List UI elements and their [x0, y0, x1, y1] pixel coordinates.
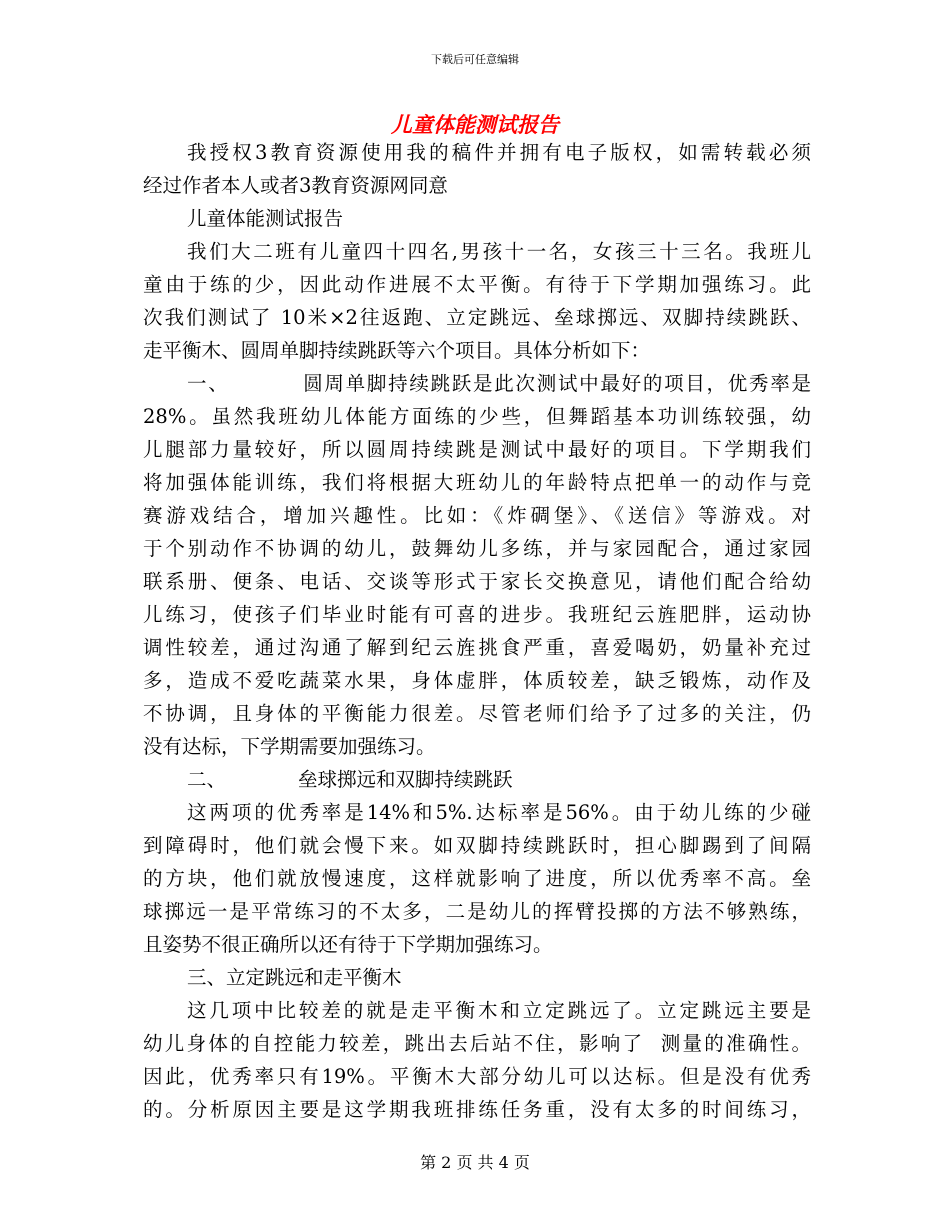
text-line: 次我们测试了 10米×2往返跑、立定跳远、垒球掷远、双脚持续跳跃、 [143, 306, 811, 329]
text-line: 联系册、便条、电话、交谈等形式于家长交换意见，请他们配合给幼 [143, 570, 811, 593]
text-line: 我们大二班有儿童四十四名,男孩十一名，女孩三十三名。我班儿 [187, 240, 811, 263]
text-line: 赛游戏结合，增加兴趣性。比如：《炸碉堡》、《送信》等游戏。对 [143, 504, 811, 527]
text-line: 且姿势不很正确所以还有待于下学期加强练习。 [143, 933, 553, 956]
text-line: 儿练习，使孩子们毕业时能有可喜的进步。我班纪云旌肥胖，运动协 [143, 603, 811, 626]
text-line: 我授权3教育资源使用我的稿件并拥有电子版权，如需转载必须 [187, 141, 811, 164]
text-line: 的。分析原因主要是这学期我班排练任务重，没有太多的时间练习， [143, 1098, 811, 1121]
text-segment: 幼儿身体的自控能力较差，跳出去后站不住，影响了 [143, 1032, 645, 1055]
text-line: 经过作者本人或者3教育资源网同意 [143, 174, 448, 197]
section-number: 一、 [187, 372, 230, 395]
text-line: 儿腿部力量较好，所以圆周持续跳是测试中最好的项目。下学期我们 [143, 438, 811, 461]
text-line-with-gap [143, 1027, 811, 1060]
text-line: 不协调，且身体的平衡能力很差。尽管老师们给予了过多的关注，仍 [143, 702, 811, 725]
text-line: 的方块，他们就放慢速度，这样就影响了进度，所以优秀率不高。垒 [143, 867, 811, 890]
text-segment: 测量的准确性。 [658, 1032, 811, 1055]
section-one-first-line [143, 367, 811, 400]
document-body [143, 136, 811, 1126]
text-line: 童由于练的少，因此动作进展不太平衡。有待于下学期加强练习。此 [143, 273, 811, 296]
text-line: 球掷远一是平常练习的不太多，二是幼儿的挥臂投掷的方法不够熟练， [143, 900, 811, 923]
page-number: 第 2 页 共 4 页 [420, 1153, 530, 1172]
text-line: 没有达标，下学期需要加强练习。 [143, 735, 436, 758]
section-three-heading: 三、立定跳远和走平衡木 [187, 966, 402, 989]
text-line: 于个别动作不协调的幼儿，鼓舞幼儿多练，并与家园配合，通过家园 [143, 537, 811, 560]
section-heading: 垒球掷远和双脚持续跳跃 [298, 768, 513, 791]
text-line: 这几项中比较差的就是走平衡木和立定跳远了。立定跳远主要是 [187, 999, 811, 1022]
text-line: 因此，优秀率只有19%。平衡木大部分幼儿可以达标。但是没有优秀 [143, 1065, 811, 1088]
text-line: 28%。虽然我班幼儿体能方面练的少些，但舞蹈基本功训练较强，幼 [143, 405, 811, 428]
text-line: 多，造成不爱吃蔬菜水果，身体虚胖，体质较差，缺乏锻炼，动作及 [143, 669, 811, 692]
page-header-note: 下载后可任意编辑 [431, 53, 519, 66]
section-number: 二、 [187, 768, 227, 791]
text-line: 走平衡木、圆周单脚持续跳跃等六个项目。具体分析如下： [143, 339, 651, 362]
text-line: 将加强体能训练，我们将根据大班幼儿的年龄特点把单一的动作与竞 [143, 471, 811, 494]
text-line: 调性较差，通过沟通了解到纪云旌挑食严重，喜爱喝奶，奶量补充过 [143, 636, 811, 659]
section-text: 圆周单脚持续跳跃是此次测试中最好的项目，优秀率是 [301, 372, 811, 395]
text-line: 这两项的优秀率是14%和5%.达标率是56%。由于幼儿练的少碰 [187, 801, 811, 824]
text-line: 儿童体能测试报告 [187, 207, 344, 230]
document-title: 儿童体能测试报告 [391, 113, 559, 137]
section-two-heading [143, 763, 811, 796]
text-line: 到障碍时，他们就会慢下来。如双脚持续跳跃时，担心脚踢到了间隔 [143, 834, 811, 857]
